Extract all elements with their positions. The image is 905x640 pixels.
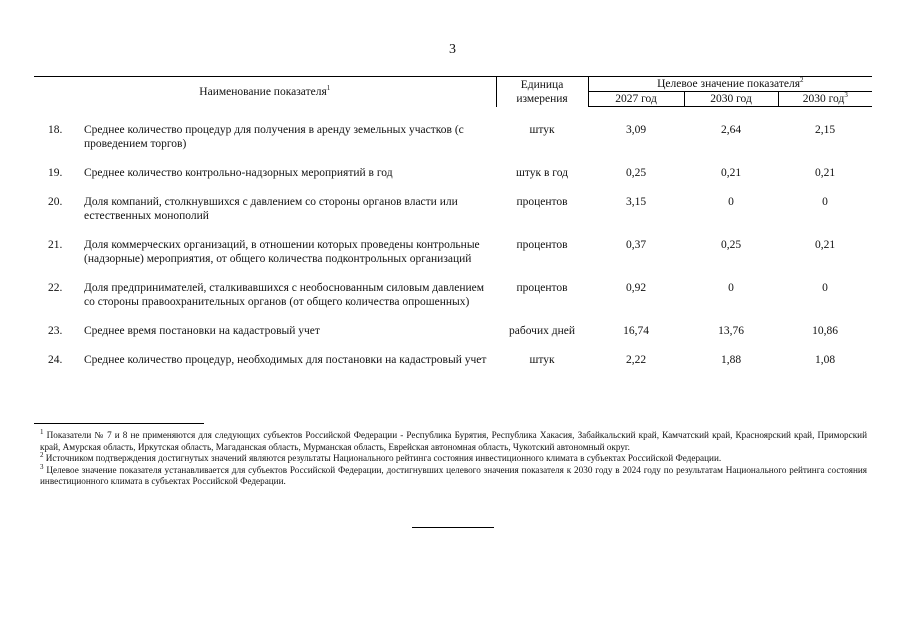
table-row bbox=[34, 324, 872, 353]
footnote-text: Показатели № 7 и 8 не применяются для следующих субъектов Российской Федерации - Республика Бурятия, Республика Хакасия, Забайкальский край, Камчатский край, Красноярский край, Приморский край, Амурская область, Иркутская область, Магаданская область, Мурманская область, Еврейская автономная область, Чукотский автономный округ. bbox=[40, 430, 868, 452]
header-year-label: 2027 год bbox=[615, 93, 657, 105]
row-value-2027: 0,92 bbox=[625, 282, 647, 294]
footnote-text: Целевое значение показателя устанавливается для субъектов Российской Федерации, достигнувших целевого значения показателя к 2030 году в 2024 году по результатам Национального рейтинга состояния инвестиционного климата в субъектах Российской Федерации. bbox=[40, 464, 867, 486]
table-row bbox=[34, 238, 872, 281]
table-row bbox=[34, 353, 872, 382]
table-header bbox=[34, 77, 872, 107]
row-value-2030-alt: 10,86 bbox=[812, 325, 838, 337]
header-year-2030 bbox=[684, 92, 778, 107]
footnote bbox=[40, 462, 867, 488]
header-target-sup: 2 bbox=[799, 76, 804, 85]
table-row bbox=[34, 123, 872, 166]
row-unit: штук bbox=[529, 124, 555, 136]
row-number: 22. bbox=[48, 282, 63, 294]
row-value-2027: 0,25 bbox=[625, 167, 647, 179]
footnote-mark: 3 bbox=[40, 462, 44, 471]
row-unit: рабочих дней bbox=[509, 325, 576, 337]
row-value-2027: 3,09 bbox=[625, 124, 647, 136]
row-unit: процентов bbox=[516, 239, 568, 251]
row-value-2027: 2,22 bbox=[625, 354, 647, 366]
row-value-2030-alt: 0,21 bbox=[814, 239, 836, 251]
row-value-2030: 0,25 bbox=[720, 239, 742, 251]
header-target-value bbox=[588, 77, 872, 92]
row-value-2030: 0,21 bbox=[720, 167, 742, 179]
row-number: 20. bbox=[48, 196, 63, 208]
table-body bbox=[34, 107, 872, 383]
row-unit: процентов bbox=[516, 196, 568, 208]
footnote-separator bbox=[34, 423, 204, 424]
row-value-2030: 13,76 bbox=[718, 325, 744, 337]
table-row bbox=[34, 166, 872, 195]
row-number: 19. bbox=[48, 167, 63, 179]
row-value-2027: 3,15 bbox=[625, 196, 647, 208]
row-value-2030-alt: 2,15 bbox=[814, 124, 836, 136]
header-year-2030-alt bbox=[778, 92, 872, 107]
row-number: 23. bbox=[48, 325, 63, 337]
row-unit: штук bbox=[529, 354, 555, 366]
page-number: 3 bbox=[449, 42, 456, 57]
row-value-2030-alt: 0 bbox=[822, 196, 828, 208]
row-indicator-name: Среднее количество контрольно-надзорных мероприятий в год bbox=[84, 167, 393, 179]
header-unit bbox=[496, 77, 588, 107]
row-value-2030: 0 bbox=[728, 282, 734, 294]
row-value-2030-alt: 0,21 bbox=[814, 167, 836, 179]
row-value-2027: 16,74 bbox=[623, 325, 649, 337]
header-unit-line2: измерения bbox=[516, 92, 568, 105]
row-indicator-name: Среднее количество процедур для получения в аренду земельных участков (с проведением торгов) bbox=[84, 124, 464, 150]
row-number: 21. bbox=[48, 239, 63, 251]
row-number: 24. bbox=[48, 354, 63, 366]
indicators-table-container bbox=[34, 76, 872, 382]
header-year-sup: 3 bbox=[844, 91, 848, 100]
header-indicator-name-text: Наименование показателя bbox=[199, 85, 327, 98]
header-year-label: 2030 год bbox=[710, 93, 752, 105]
footnotes bbox=[40, 427, 868, 488]
footnote-mark: 2 bbox=[40, 450, 44, 459]
row-indicator-name: Среднее время постановки на кадастровый учет bbox=[84, 325, 320, 337]
row-indicator-name: Среднее количество процедур, необходимых для постановки на кадастровый учет bbox=[84, 354, 487, 366]
header-indicator-name-sup: 1 bbox=[326, 83, 331, 92]
header-year-2027 bbox=[588, 92, 684, 107]
row-value-2030: 0 bbox=[728, 196, 734, 208]
table-row bbox=[34, 195, 872, 238]
row-value-2030-alt: 0 bbox=[822, 282, 828, 294]
header-year-label: 2030 год bbox=[802, 93, 845, 105]
footnote bbox=[40, 450, 867, 465]
row-indicator-name: Доля компаний, столкнувшихся с давлением со стороны органов власти или естественных монополий bbox=[84, 196, 458, 222]
indicators-table bbox=[34, 76, 872, 382]
table-row bbox=[34, 281, 872, 324]
header-unit-line1: Единица bbox=[520, 78, 564, 91]
row-indicator-name: Доля коммерческих организаций, в отношении которых проведены контрольные (надзорные) мероприятия, от общего количества подконтрольных организаций bbox=[84, 239, 480, 265]
row-unit: процентов bbox=[516, 282, 568, 294]
footnote-text: Источником подтверждения достигнутых значений являются результаты Национального рейтинга состояния инвестиционного климата в субъектах Российской Федерации. bbox=[45, 453, 722, 463]
footnote bbox=[40, 427, 868, 453]
row-number: 18. bbox=[48, 124, 63, 136]
row-value-2030-alt: 1,08 bbox=[814, 354, 836, 366]
row-value-2030: 1,88 bbox=[720, 354, 742, 366]
row-indicator-name: Доля предпринимателей, сталкивавшихся с необоснованным силовым давлением со стороны правоохранительных органов (от общего количества опрошенных) bbox=[84, 282, 485, 308]
row-unit: штук в год bbox=[516, 167, 568, 179]
header-target-text: Целевое значение показателя bbox=[657, 78, 800, 90]
end-separator bbox=[412, 527, 494, 528]
footnote-mark: 1 bbox=[40, 427, 44, 436]
row-value-2027: 0,37 bbox=[625, 239, 647, 251]
row-value-2030: 2,64 bbox=[720, 124, 742, 136]
header-indicator-name bbox=[34, 77, 496, 107]
